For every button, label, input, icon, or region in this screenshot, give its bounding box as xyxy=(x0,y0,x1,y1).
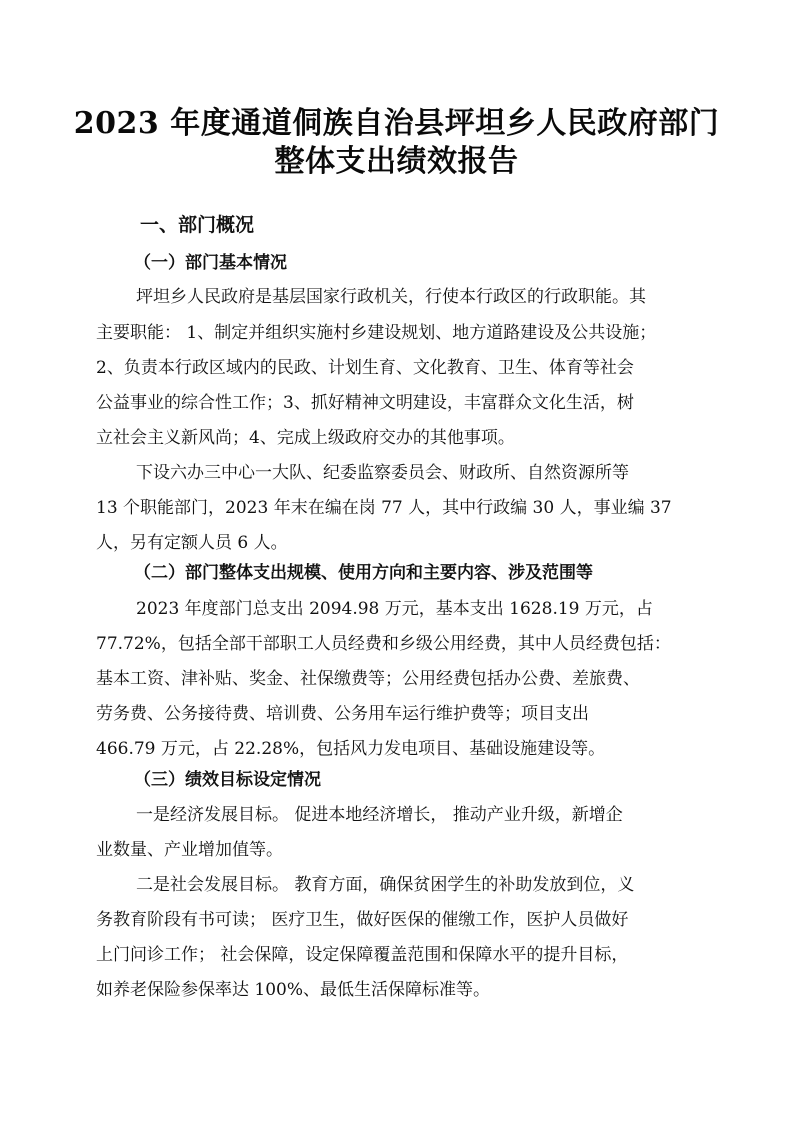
paragraph-line: 人，另有定额人员 6 人。 xyxy=(96,533,288,553)
paragraph-line: 立社会主义新风尚；4、完成上级政府交办的其他事项。 xyxy=(96,428,515,448)
paragraph-line: 13 个职能部门，2023 年末在编在岗 77 人，其中行政编 30 人，事业编 37 xyxy=(96,498,672,518)
document-title-line2: 整体支出绩效报告 xyxy=(274,144,519,179)
paragraph-line: 业数量、产业增加值等。 xyxy=(96,840,283,860)
paragraph-line: 2023 年度部门总支出 2094.98 万元，基本支出 1628.19 万元，占 xyxy=(136,599,653,619)
paragraph-line: 坪坦乡人民政府是基层国家行政机关，行使本行政区的行政职能。其 xyxy=(136,287,646,307)
subsection2-heading: （二）部门整体支出规模、使用方向和主要内容、涉及范围等 xyxy=(134,563,593,583)
subsection3-heading: （三）绩效目标设定情况 xyxy=(134,770,321,790)
paragraph-line: 务教育阶段有书可读； 医疗卫生，做好医保的催缴工作，医护人员做好 xyxy=(96,910,629,930)
paragraph-line: 劳务费、公务接待费、培训费、公务用车运行维护费等；项目支出 xyxy=(96,704,589,724)
paragraph-line: 如养老保险参保率达 100%、最低生活保障标准等。 xyxy=(96,980,491,1000)
section1-heading: 一、部门概况 xyxy=(140,214,255,236)
paragraph-line: 公益事业的综合性工作；3、抓好精神文明建设，丰富群众文化生活，树 xyxy=(96,393,634,413)
paragraph-line: 二是社会发展目标。 教育方面，确保贫困学生的补助发放到位，义 xyxy=(136,875,635,895)
paragraph-line: 一是经济发展目标。 促进本地经济增长， 推动产业升级，新增企 xyxy=(136,805,623,825)
paragraph-line: 466.79 万元，占 22.28%，包括风力发电项目、基础设施建设等。 xyxy=(96,739,606,759)
paragraph-line: 主要职能： 1、制定并组织实施村乡建设规划、地方道路建设及公共设施； xyxy=(96,323,657,343)
document-title-line1: 2023 年度通道侗族自治县坪坦乡人民政府部门 xyxy=(73,106,720,141)
subsection1-heading: （一）部门基本情况 xyxy=(134,253,287,273)
paragraph-line: 基本工资、津补贴、奖金、社保缴费等；公用经费包括办公费、差旅费、 xyxy=(96,669,640,689)
paragraph-line: 2、负责本行政区域内的民政、计划生育、文化教育、卫生、体育等社会 xyxy=(96,358,634,378)
paragraph-line: 上门问诊工作； 社会保障，设定保障覆盖范围和保障水平的提升目标， xyxy=(96,945,629,965)
paragraph-line: 下设六办三中心一大队、纪委监察委员会、财政所、自然资源所等 xyxy=(136,463,629,483)
paragraph-line: 77.72%，包括全部干部职工人员经费和乡级公用经费，其中人员经费包括： xyxy=(96,634,671,654)
